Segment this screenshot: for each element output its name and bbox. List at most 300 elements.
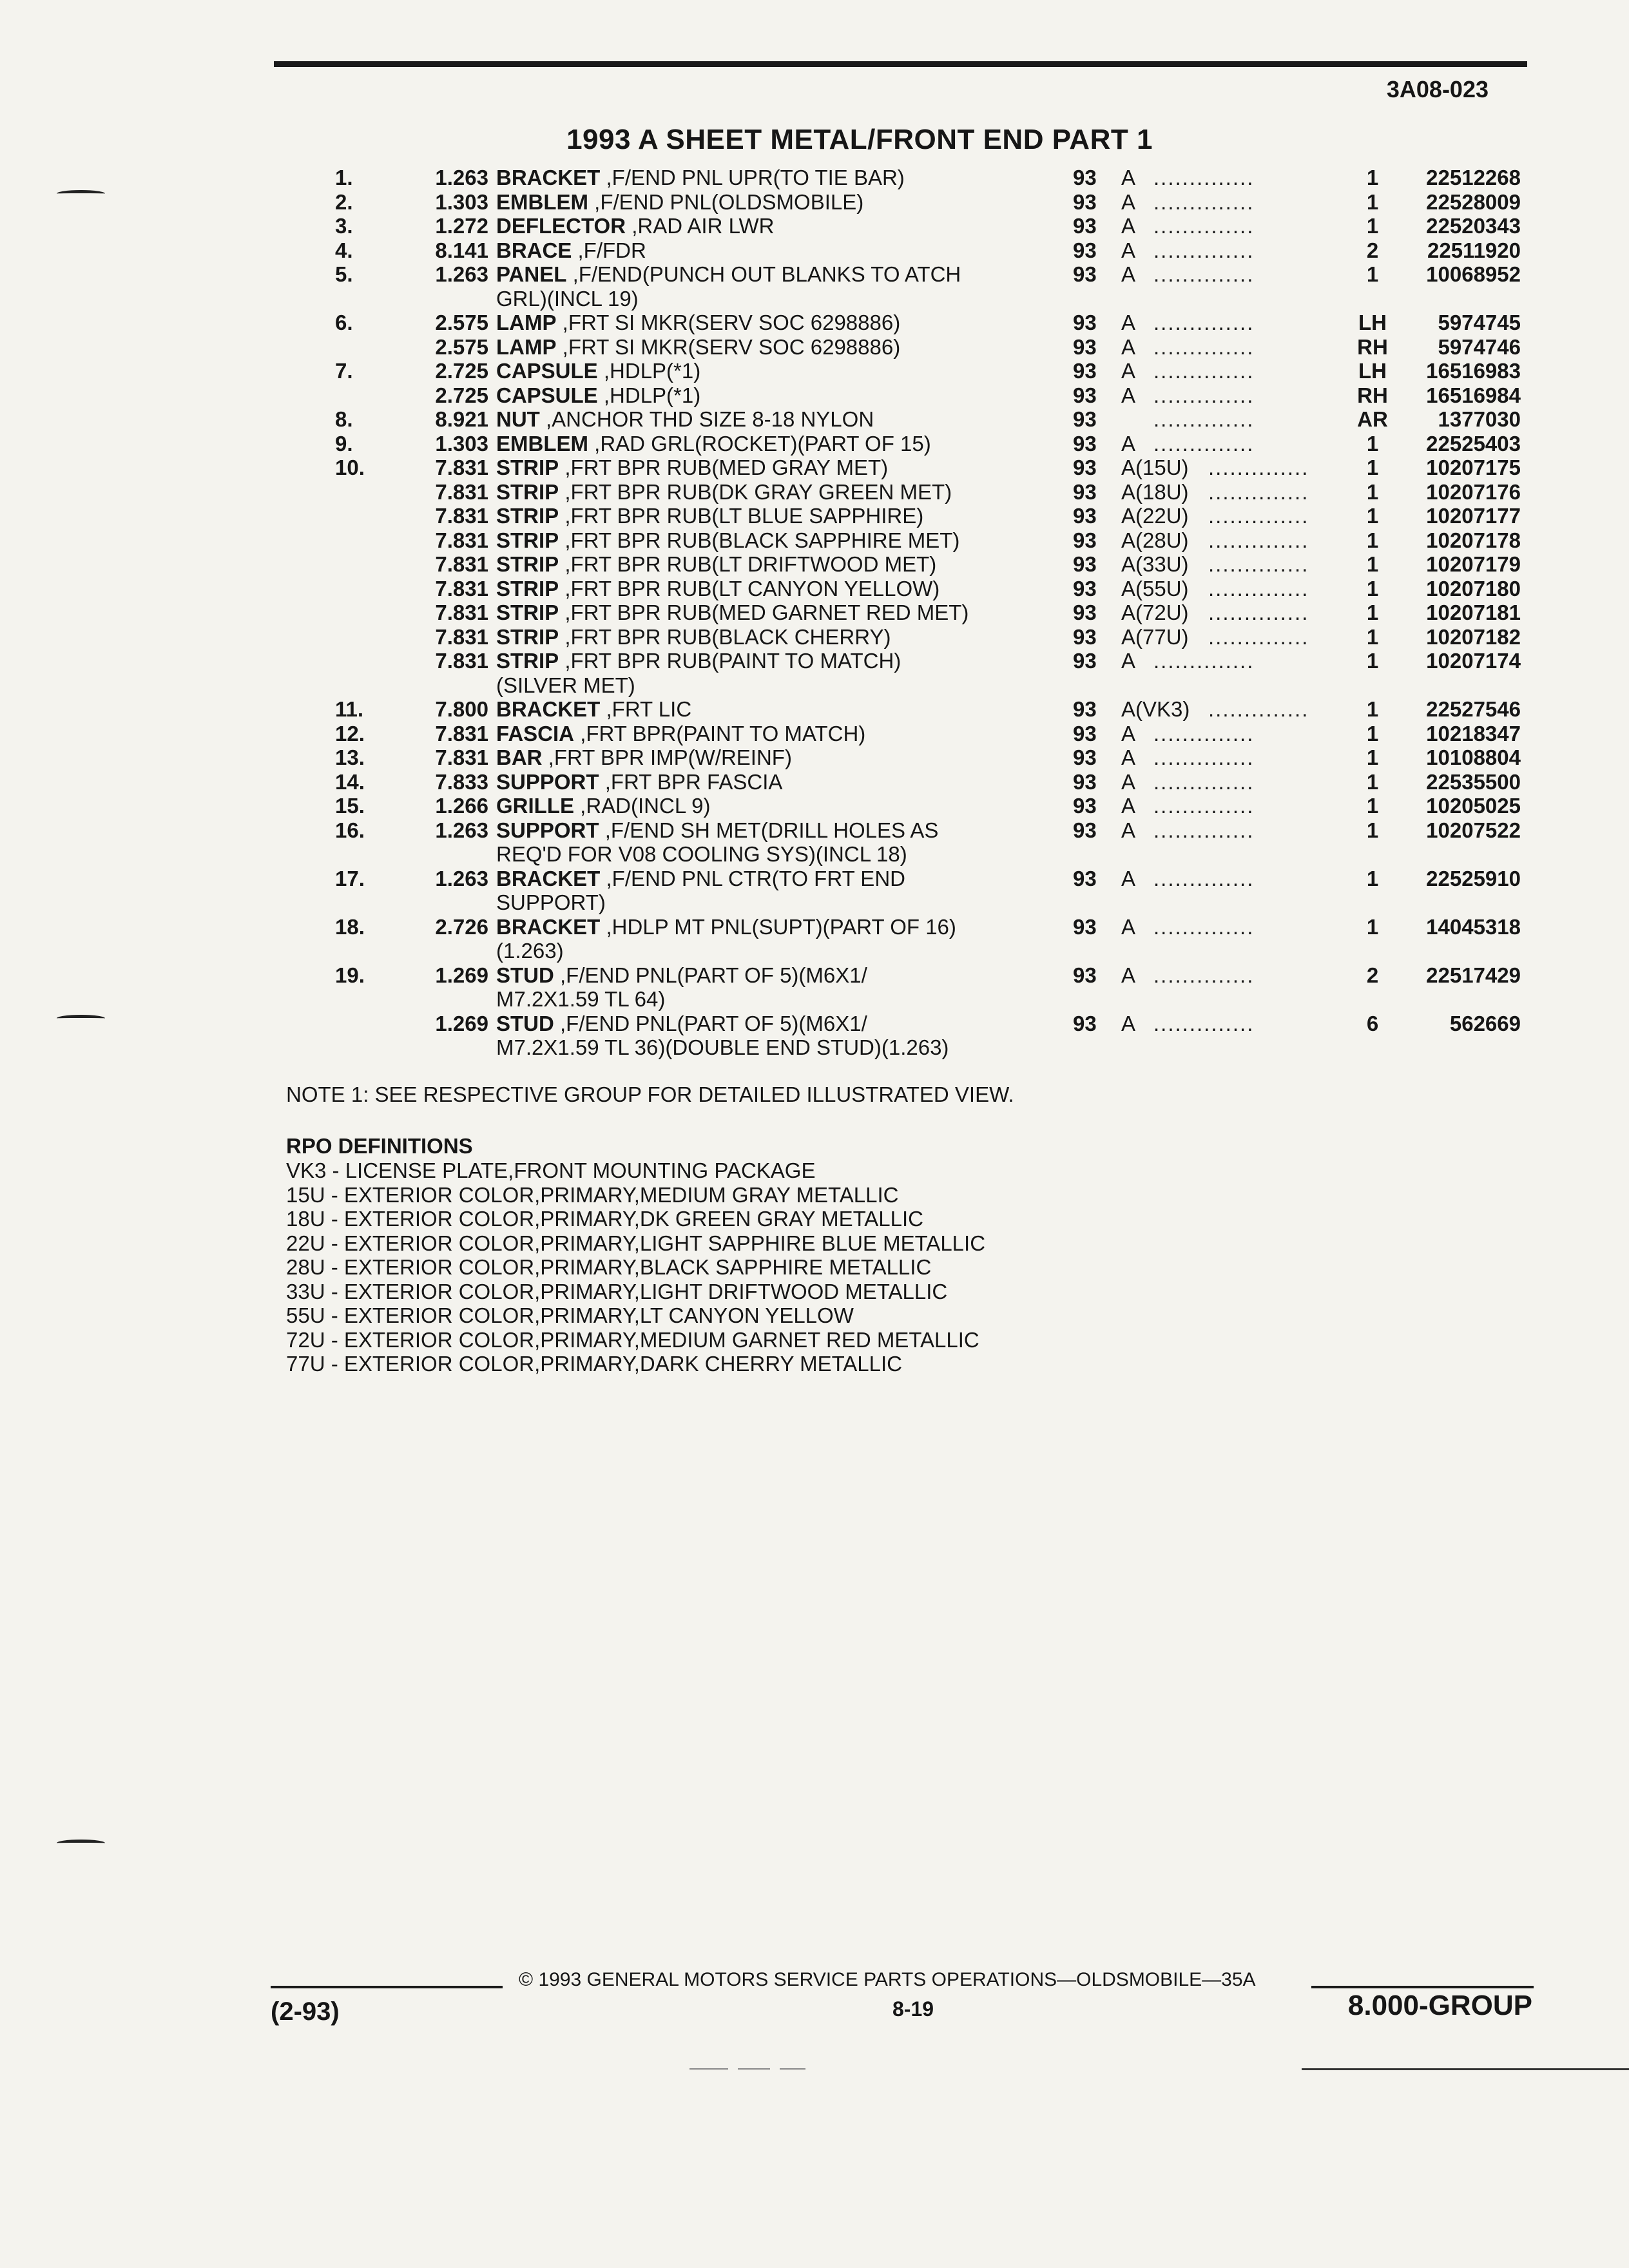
leader-dots: .............. [1153,963,1255,987]
part-detail: ,FRT SI MKR(SERV SOC 6298886) [562,334,901,359]
quantity: 1 [1366,769,1379,794]
model-year: 93 [1073,1011,1097,1035]
part-detail: ,HDLP(*1) [603,383,701,407]
part-name: FASCIA [496,721,575,745]
part-name: STRIP [496,479,559,504]
catalog-code: 7.831 [435,601,488,624]
item-number: 13. [335,745,365,769]
part-detail: ,FRT BPR RUB(DK GRAY GREEN MET) [564,479,952,504]
part-number: 10207522 [1426,818,1521,842]
leader-dots: .............. [1153,189,1255,214]
leader-dots: .............. [1208,697,1309,721]
part-detail: ,F/END PNL UPR(TO TIE BAR) [606,166,905,189]
part-number: 10068952 [1426,262,1521,286]
leader-dots: .............. [1153,166,1255,189]
part-description [496,311,1012,335]
model-code: A [1121,189,1136,214]
part-name: CAPSULE [496,383,598,407]
catalog-code: 1.303 [435,189,488,214]
quantity: 1 [1366,697,1379,721]
part-number: 22535500 [1426,769,1521,794]
model-code: A(VK3) [1121,697,1190,721]
part-description [496,601,1012,625]
part-name: SUPPORT [496,818,599,842]
model-code: A [1121,238,1136,262]
part-description [496,359,1012,383]
leader-dots: .............. [1153,262,1255,286]
model-code: A [1121,383,1136,407]
leader-dots: .............. [1208,456,1309,479]
quantity: 1 [1366,794,1379,818]
part-number: 10205025 [1426,794,1521,818]
model-code: A [1121,334,1136,359]
part-number: 10207182 [1426,624,1521,649]
item-number: 15. [335,794,365,818]
part-name: SUPPORT [496,769,599,794]
model-code: A [1121,262,1136,286]
parts-table [0,166,1629,1060]
catalog-code: 1.263 [435,262,488,286]
model-code: A [1121,166,1136,189]
leader-dots: .............. [1153,794,1255,818]
model-year: 93 [1073,431,1097,456]
model-code: A [1121,359,1136,383]
part-description [496,190,1012,215]
part-description [496,528,1012,553]
part-name: NUT [496,407,540,431]
document-id: 3A08-023 [1386,76,1489,102]
leader-dots: .............. [1153,769,1255,794]
part-detail: ,FRT BPR RUB(MED GARNET RED MET) [564,601,969,624]
item-number: 5. [335,262,353,286]
footer-rule-left [271,1986,503,1988]
table-row [0,480,1629,505]
part-detail: (SILVER MET) [496,673,635,697]
part-description [496,842,1012,867]
model-year: 93 [1073,914,1097,939]
part-description [496,432,1012,456]
part-detail: ,FRT BPR IMP(W/REINF) [548,745,792,769]
model-year: 93 [1073,189,1097,214]
quantity: 1 [1366,504,1379,528]
model-code: A [1121,431,1136,456]
page-title: 1993 A SHEET METAL/FRONT END PART 1 [566,124,1153,155]
part-description [496,987,1012,1012]
model-year: 93 [1073,552,1097,576]
part-number: 22525910 [1426,866,1521,890]
catalog-code: 1.263 [435,866,488,890]
part-detail: ,F/END PNL CTR(TO FRT END [606,866,905,890]
part-name: STRIP [496,649,559,673]
quantity: 1 [1366,914,1379,939]
leader-dots: .............. [1153,1011,1255,1035]
quantity: 1 [1366,456,1379,479]
table-row [0,383,1629,408]
part-description [496,722,1012,746]
leader-dots: .............. [1153,359,1255,383]
part-description [496,407,1012,432]
part-number: 10207175 [1426,456,1521,479]
quantity: 1 [1366,262,1379,286]
part-description [496,287,1012,311]
part-number: 10207177 [1426,504,1521,528]
part-name: STRIP [496,504,559,528]
model-year: 93 [1073,407,1097,431]
catalog-code: 7.831 [435,721,488,745]
part-detail: ,RAD AIR LWR [631,214,775,238]
model-year: 93 [1073,818,1097,842]
model-year: 93 [1073,649,1097,673]
rpo-definition: 22U - EXTERIOR COLOR,PRIMARY,LIGHT SAPPHIRE BLUE METALLIC [286,1231,986,1255]
part-description [496,504,1012,528]
part-name: CAPSULE [496,359,598,383]
part-number: 10207176 [1426,479,1521,504]
quantity: LH [1358,311,1387,334]
item-number: 2. [335,189,353,214]
part-description [496,867,1012,891]
catalog-code: 1.269 [435,1011,488,1035]
part-detail: ,FRT BPR RUB(PAINT TO MATCH) [564,649,901,673]
rpo-definitions-list [286,1158,985,1376]
item-number: 10. [335,456,365,479]
table-row [0,311,1629,335]
table-row [0,987,1629,1012]
quantity: 1 [1366,552,1379,576]
quantity: RH [1357,334,1388,359]
part-name: BRACKET [496,697,601,721]
table-row [0,770,1629,794]
quantity: 1 [1366,166,1379,189]
rpo-definition: 77U - EXTERIOR COLOR,PRIMARY,DARK CHERRY METALLIC [286,1352,903,1376]
quantity: 6 [1366,1011,1379,1035]
catalog-code: 7.800 [435,697,488,721]
part-description [496,262,1012,287]
catalog-code: 7.831 [435,576,488,601]
part-name: BRACKET [496,166,601,189]
part-number: 14045318 [1426,914,1521,939]
leader-dots: .............. [1208,504,1309,528]
quantity: 1 [1366,818,1379,842]
top-rule [274,61,1527,67]
part-description [496,963,1012,988]
part-number: 22512268 [1426,166,1521,189]
bottom-edge-rule [1302,2068,1629,2070]
table-row [0,867,1629,891]
table-row [0,214,1629,238]
model-year: 93 [1073,624,1097,649]
table-row [0,963,1629,988]
part-name: DEFLECTOR [496,214,626,238]
model-year: 93 [1073,963,1097,987]
quantity: 1 [1366,601,1379,624]
model-code: A(77U) [1121,624,1189,649]
model-code: A [1121,963,1136,987]
part-description [496,625,1012,649]
table-row [0,335,1629,360]
table-row [0,794,1629,818]
scan-artifact-dash [738,2068,770,2070]
quantity: 1 [1366,866,1379,890]
item-number: 12. [335,721,365,745]
part-description [496,818,1012,843]
rpo-definition: 28U - EXTERIOR COLOR,PRIMARY,BLACK SAPPHIRE METALLIC [286,1255,932,1279]
catalog-code: 7.831 [435,479,488,504]
part-detail: SUPPORT) [496,890,606,914]
part-detail: ,FRT BPR RUB(BLACK CHERRY) [564,624,891,649]
model-year: 93 [1073,721,1097,745]
table-row [0,238,1629,263]
catalog-code: 2.725 [435,359,488,383]
part-number: 562669 [1449,1011,1521,1035]
model-code: A [1121,311,1136,334]
model-code: A [1121,214,1136,238]
part-name: STRIP [496,576,559,601]
part-description [496,697,1012,722]
part-number: 10207174 [1426,649,1521,673]
model-year: 93 [1073,479,1097,504]
part-number: 22528009 [1426,189,1521,214]
table-row [0,649,1629,673]
leader-dots: .............. [1153,214,1255,238]
item-number: 14. [335,769,365,794]
catalog-code: 7.831 [435,649,488,673]
table-row [0,456,1629,480]
part-name: STRIP [496,552,559,576]
model-year: 93 [1073,214,1097,238]
model-code: A(15U) [1121,456,1189,479]
table-row [0,432,1629,456]
part-description [496,1012,1012,1036]
leader-dots: .............. [1153,238,1255,262]
part-number: 5974745 [1438,311,1521,334]
model-year: 93 [1073,166,1097,189]
model-code: A(55U) [1121,576,1189,601]
model-code: A [1121,866,1136,890]
quantity: 1 [1366,721,1379,745]
table-row [0,190,1629,215]
part-description [496,552,1012,577]
catalog-code: 1.266 [435,794,488,818]
part-description [496,166,1012,190]
catalog-code: 1.303 [435,431,488,456]
part-name: STUD [496,963,554,987]
catalog-code: 2.575 [435,334,488,359]
part-detail: ,FRT BPR RUB(BLACK SAPPHIRE MET) [564,528,960,552]
scan-artifact-dash [689,2068,728,2070]
part-detail: ,FRT SI MKR(SERV SOC 6298886) [562,311,901,334]
part-description [496,649,1012,673]
part-detail: ,F/END(PUNCH OUT BLANKS TO ATCH [572,262,961,286]
model-year: 93 [1073,262,1097,286]
part-detail: ,RAD(INCL 9) [580,794,711,818]
table-row [0,915,1629,939]
part-name: STRIP [496,528,559,552]
part-detail: ,FRT BPR RUB(LT BLUE SAPPHIRE) [564,504,924,528]
part-name: STRIP [496,624,559,649]
table-row [0,842,1629,867]
rpo-definition: 15U - EXTERIOR COLOR,PRIMARY,MEDIUM GRAY METALLIC [286,1182,899,1207]
part-description [496,1035,1012,1060]
part-detail: ,F/END SH MET(DRILL HOLES AS [604,818,939,842]
part-description [496,214,1012,238]
part-number: 22511920 [1427,238,1521,262]
part-description [496,939,1012,963]
table-row [0,262,1629,287]
group-label: 8.000-GROUP [1347,1990,1532,2021]
item-number: 19. [335,963,365,987]
part-detail: ,RAD GRL(ROCKET)(PART OF 15) [594,431,931,456]
item-number: 7. [335,359,353,383]
model-year: 93 [1073,697,1097,721]
leader-dots: .............. [1208,601,1309,624]
model-code: A [1121,914,1136,939]
part-name: BRACKET [496,866,601,890]
table-row [0,818,1629,843]
item-number: 9. [335,431,353,456]
model-code: A(22U) [1121,504,1189,528]
catalog-code: 7.831 [435,528,488,552]
rpo-definition: 18U - EXTERIOR COLOR,PRIMARY,DK GREEN GRAY METALLIC [286,1207,924,1231]
model-code: A(33U) [1121,552,1189,576]
model-year: 93 [1073,528,1097,552]
leader-dots: .............. [1153,649,1255,673]
part-detail: M7.2X1.59 TL 36)(DOUBLE END STUD)(1.263) [496,1035,949,1059]
part-detail: M7.2X1.59 TL 64) [496,987,666,1011]
part-name: LAMP [496,311,557,334]
item-number: 11. [335,697,364,721]
model-year: 93 [1073,334,1097,359]
rpo-definition: 33U - EXTERIOR COLOR,PRIMARY,LIGHT DRIFTWOOD METALLIC [286,1279,948,1303]
item-number: 4. [335,238,353,262]
part-detail: (1.263) [496,939,564,963]
model-year: 93 [1073,311,1097,334]
catalog-code: 1.269 [435,963,488,987]
part-description [496,577,1012,601]
catalog-code: 7.831 [435,745,488,769]
part-number: 22525403 [1426,431,1521,456]
table-row [0,601,1629,625]
leader-dots: .............. [1153,407,1255,431]
model-code: A [1121,794,1136,818]
leader-dots: .............. [1153,311,1255,334]
revision-date: (2-93) [271,1997,340,2026]
model-year: 93 [1073,456,1097,479]
rpo-definition: 55U - EXTERIOR COLOR,PRIMARY,LT CANYON YELLOW [286,1303,854,1327]
item-number: 18. [335,914,365,939]
footer-copyright: © 1993 GENERAL MOTORS SERVICE PARTS OPERATIONS—OLDSMOBILE—35A [519,1969,1256,1990]
table-row [0,504,1629,528]
part-detail: ,FRT LIC [606,697,692,721]
leader-dots: .............. [1153,818,1255,842]
table-row [0,577,1629,601]
part-number: 10207181 [1426,601,1521,624]
page-number: 8-19 [892,1997,934,2021]
leader-dots: .............. [1153,866,1255,890]
table-row [0,287,1629,311]
table-row [0,528,1629,553]
part-detail: ,HDLP MT PNL(SUPT)(PART OF 16) [606,914,956,939]
part-number: 10207179 [1426,552,1521,576]
part-detail: REQ'D FOR V08 COOLING SYS)(INCL 18) [496,842,907,866]
binder-hole-mark [57,1840,105,1847]
leader-dots: .............. [1208,624,1309,649]
part-number: 10218347 [1426,721,1521,745]
leader-dots: .............. [1153,745,1255,769]
model-code: A(72U) [1121,601,1189,624]
part-detail: ,FRT BPR RUB(LT CANYON YELLOW) [564,576,940,601]
part-description [496,890,1012,915]
quantity: 1 [1366,745,1379,769]
quantity: LH [1358,359,1387,383]
model-year: 93 [1073,866,1097,890]
model-code: A [1121,818,1136,842]
table-row [0,697,1629,722]
part-detail: ,F/END PNL(PART OF 5)(M6X1/ [560,963,867,987]
catalog-code: 2.725 [435,383,488,407]
part-detail: ,FRT BPR RUB(LT DRIFTWOOD MET) [564,552,937,576]
leader-dots: .............. [1208,576,1309,601]
part-detail: ,ANCHOR THD SIZE 8-18 NYLON [546,407,874,431]
part-number: 16516983 [1426,359,1521,383]
part-description [496,456,1012,480]
part-description [496,770,1012,794]
quantity: 1 [1366,479,1379,504]
model-year: 93 [1073,383,1097,407]
model-code: A [1121,769,1136,794]
quantity: 1 [1366,576,1379,601]
item-number: 1. [335,166,353,189]
table-row [0,625,1629,649]
note-text: NOTE 1: SEE RESPECTIVE GROUP FOR DETAILED ILLUSTRATED VIEW. [286,1082,1014,1106]
part-number: 5974746 [1438,334,1521,359]
leader-dots: .............. [1153,383,1255,407]
quantity: 1 [1366,214,1379,238]
item-number: 17. [335,866,365,890]
model-code: A [1121,1011,1136,1035]
table-row [0,1035,1629,1060]
item-number: 3. [335,214,353,238]
part-name: STRIP [496,601,559,624]
catalog-code: 7.831 [435,504,488,528]
table-row [0,722,1629,746]
model-code: A [1121,721,1136,745]
part-name: STRIP [496,456,559,479]
part-name: BRACKET [496,914,601,939]
catalog-code: 1.263 [435,818,488,842]
leader-dots: .............. [1153,334,1255,359]
part-name: STUD [496,1011,554,1035]
part-description [496,480,1012,505]
rpo-definition: 72U - EXTERIOR COLOR,PRIMARY,MEDIUM GARNET RED METALLIC [286,1327,979,1352]
leader-dots: .............. [1208,552,1309,576]
part-number: 16516984 [1426,383,1521,407]
part-name: GRILLE [496,794,574,818]
model-year: 93 [1073,745,1097,769]
table-row [0,939,1629,963]
model-code: A(18U) [1121,479,1189,504]
part-number: 22520343 [1426,214,1521,238]
part-detail: GRL)(INCL 19) [496,286,639,311]
part-number: 10207180 [1426,576,1521,601]
part-detail: ,FRT BPR RUB(MED GRAY MET) [564,456,889,479]
part-name: EMBLEM [496,189,588,214]
table-row [0,1012,1629,1036]
part-description [496,745,1012,770]
model-year: 93 [1073,238,1097,262]
scan-artifact-dash [780,2068,805,2070]
catalog-code: 1.263 [435,166,488,189]
part-name: PANEL [496,262,567,286]
